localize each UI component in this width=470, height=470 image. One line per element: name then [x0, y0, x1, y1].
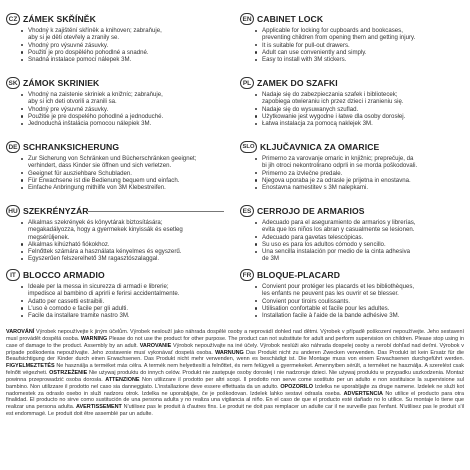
list-item: Geeignet für ausziehbare Schubladen. [20, 170, 224, 177]
language-badge: FR [240, 269, 254, 281]
list-item: Jednoduchá inštalácia pomocou nálepiek 3M. [20, 120, 224, 127]
section-title: CABINET LOCK [257, 14, 324, 24]
section-es [240, 204, 458, 268]
warning-text: No utilice el producto para otra finalidad. El producto no sirve como sustitución de una persona adulta y no realiza una vigilancia al niño. En el caso de que el producto esté dañado no lo utilice. Su montaje lo tiene que realizar una persona adulta. [6, 390, 464, 411]
warning-text: Ne használja a terméket más célra. A termék nem helyettesíti a felnőttet, és nem felügyeli a gyermekeket. Amennyiben sérült, a terméket ne használja. A szerelést csak felnőtt végezheti. [6, 363, 464, 377]
section-hu [6, 204, 224, 268]
feature-list [240, 283, 458, 319]
list-item: zapobiega otwieraniu ich przez dzieci i zranieniu się. [262, 98, 404, 106]
language-badge: EN [240, 13, 254, 25]
warning-text: N'utilisez pas le produit à d'autres fins. Le produit ne doit pas remplacer un adulte car il ne surveille pas l'enfant. N'utilisez pas le produit s'il est endommagé. Le produit doit être assemblé par un adulte. [6, 404, 464, 418]
section-de [6, 140, 224, 204]
list-item: evita que los niños los abran y casualmente se lesionen. [262, 226, 415, 234]
section-sk [6, 76, 224, 140]
section-it [6, 268, 224, 332]
language-badge: CZ [6, 13, 20, 25]
section-title: CERROJO DE ARMARIOS [257, 206, 365, 216]
list-item: preventing children from opening them and getting injury. [262, 34, 416, 42]
list-item: Easy to install with 3M stickers. [254, 56, 458, 63]
list-item: Ideale per la messa in sicurezza di armadi e librerie; [20, 283, 224, 290]
section-slo [240, 140, 458, 204]
section-header [240, 76, 458, 90]
list-item: Adecuado para gavetas telescópicas. [254, 234, 458, 241]
warning-label: ATTENZIONE [105, 376, 140, 383]
warning-label: OSTRZEŻENIE [49, 370, 88, 377]
warnings-paragraph [6, 329, 464, 418]
list-item: Installation facile à l'aide de la bande adhésive 3M. [254, 312, 458, 319]
feature-list [6, 219, 224, 263]
list-item: impedisce al bambino di aprirli e ferirsi accidentalmente. [28, 290, 180, 298]
language-badge: PL [240, 77, 254, 89]
section-header [240, 140, 458, 154]
section-title: BLOQUE-PLACARD [257, 270, 341, 280]
list-item: Alkalmas kihúzható fiókokhoz. [20, 241, 224, 248]
list-item: L'uso è comodo e facile per gli adulti. [20, 305, 224, 312]
feature-list [6, 283, 224, 319]
section-header [6, 204, 224, 218]
list-item: Vhodný pre výsuvné zásuvky. [20, 106, 224, 113]
warning-text: Izdelka ne uporabljajte za druge namene. Izdelek ne služi kot nadomestek za odraslo osebo in služi nadzoru otrok. Izdelka ne uporabljajte, če je poškodovan. Izdelek lahko sestavi odrasla oseba. [6, 383, 465, 397]
list-item: Egyszerűen felszerelhető 3M ragasztószalaggal. [20, 255, 224, 262]
warning-label: ADVERTENCIA [343, 390, 383, 397]
list-item: Convient pour tiroirs coulissants. [254, 298, 458, 305]
language-badge: DE [6, 141, 20, 153]
section-en [240, 12, 458, 76]
list-item: Primerno za varovanje omaric in knjižnic; preprečuje, da [254, 155, 458, 162]
left-column [6, 12, 224, 332]
warning-text: Nie używaj produktu do innych celów. Produkt nie zastępuje osoby dorosłej i nie nadzoruje dzieci. Nie używaj produktu w przypadku uszkodzenia. Montaż powinna przeprowadzić osoba dorosła. [6, 370, 464, 383]
list-item: Facile da installare tramite nastro 3M. [20, 312, 224, 319]
list-item: Vhodný pro výsuvné zásuvky. [20, 42, 224, 49]
warning-label: OPOZORILO [280, 383, 313, 390]
right-column [240, 12, 458, 332]
language-badge: SLO [240, 141, 257, 153]
language-badge: IT [6, 269, 20, 281]
language-badge: HU [6, 205, 20, 217]
list-item: megsérüljenek. [28, 233, 70, 241]
list-item: Použití je pro dospělého pohodlné a snadné. [20, 49, 224, 56]
list-item: verhindert, dass Kinder sie öffnen und sich verletzen. [28, 162, 172, 170]
section-title: ZÁMEK SKŘÍNĚK [23, 14, 96, 24]
list-item: Convient pour protéger les placards et les bibliothèques, [254, 283, 458, 290]
list-item: Adecuado para el aseguramiento de armarios y librerías, [254, 219, 458, 226]
feature-list [6, 155, 224, 191]
section-header [240, 268, 458, 282]
list-item: Zur Sicherung von Schränken und Bücherschränken geeignet; [20, 155, 224, 162]
warning-text: Výrobek nepoužívejte k jiným účelům. Výrobek neslouží jako náhrada dospělé osoby a neprovádí dohled nad dětmi. Výrobek v případě poškození nepoužívejte. Jeho sestavení musí provádět dospělá osoba. [6, 329, 464, 342]
section-header [6, 268, 224, 282]
list-item: Njegova uporaba je za odrasle je prijetna in enostavna. [254, 177, 458, 184]
warning-label: VAROVANIE [139, 342, 172, 349]
section-title: BLOCCO ARMADIO [23, 270, 105, 280]
list-item: Použitie je pre dospelého pohodlné a jednoduché. [20, 113, 224, 120]
list-item: Enostavna namestitev s 3M nalepkami. [254, 184, 458, 191]
list-item: les enfants ne peuvent pas les ouvrir et se blesser. [262, 290, 399, 298]
warning-label: FIGYELMEZTETÉS [6, 363, 55, 370]
feature-list [240, 155, 458, 191]
list-item: Adult can use conveniently and simply. [254, 49, 458, 56]
divider [88, 211, 224, 212]
feature-list [6, 91, 224, 127]
list-item: It is suitable for pull-out drawers. [254, 42, 458, 49]
list-item: Adatto per cassetti estraibili. [20, 298, 224, 305]
warning-text: Das Produkt nicht zu anderen Zwecken verwenden. Das Produkt ist kein Ersatz für die Beaufsichtigung der Kinder durch einen Erwachsenen. Das Produkt nicht mehr verwenden, wenn es beschädigt ist. Die Montage muss von einem Erwachsenen durchgeführt werden. [6, 349, 464, 363]
list-item: Primerno za izvlečne predale. [254, 170, 458, 177]
feature-list [6, 27, 224, 63]
warning-label: AVERTISSEMENT [76, 404, 122, 411]
section-header [6, 12, 224, 26]
list-item: Użytkowanie jest wygodne i łatwe dla osoby dorosłej. [254, 113, 458, 120]
section-header [6, 140, 224, 154]
list-item: Vhodný k zajištění skříněk a knihoven; zabraňuje, [20, 27, 224, 34]
section-title: ZÁMOK SKRINIEK [23, 78, 100, 88]
warning-label: WARNUNG [215, 349, 244, 356]
list-item: bi jih otroci nekontrolirano odprli in se morda poškodovali. [262, 162, 418, 170]
section-cz [6, 12, 224, 76]
list-item: megakadályozza, hogy a gyermekek kinyissák és esetleg [28, 226, 183, 234]
list-item: Alkalmas szekrények és könyvtárak biztosítására; [20, 219, 224, 226]
list-item: de 3M [262, 255, 279, 263]
list-item: Una sencilla instalación por medio de la cinta adhesiva [254, 248, 458, 255]
section-title: ZAMEK DO SZAFKI [257, 78, 338, 88]
list-item: Nadaje się do wysuwanych szuflad. [254, 106, 458, 113]
section-fr [240, 268, 458, 332]
language-badge: SK [6, 77, 20, 89]
list-item: Su uso es para los adultos cómodo y sencillo. [254, 241, 458, 248]
list-item: Einfache Anbringung mithilfe von 3M Klebestreifen. [20, 184, 224, 191]
list-item: Łatwa instalacja za pomocą naklejek 3M. [254, 120, 458, 127]
section-header [240, 12, 458, 26]
list-item: Vhodný na zaistenie skriniek a knižníc; zabraňuje, [20, 91, 224, 98]
list-item: Für Erwachsene ist die Bedienung bequem und einfach. [20, 177, 224, 184]
list-item: Felnőttek számára a használata kényelmes és egyszerű. [20, 248, 224, 255]
language-badge: ES [240, 205, 254, 217]
list-item: Snadná instalace pomocí nálepek 3M. [20, 56, 224, 63]
list-item: Nadaje się do zabezpieczania szafek i bibliotecek; [254, 91, 458, 98]
list-item: aby si je děti otevřely a zranily se. [28, 34, 120, 42]
section-pl [240, 76, 458, 140]
warning-text: Non utilizzare il prodotto per altri scopi. Il prodotto non serve come sostituto per un adulto e non sostituisce la supervisione sul bambino. Non utilizzare il prodotto nel caso sia danneggiato. L'installazione deve essere effettuata da un adulto. [6, 376, 465, 390]
section-title: SCHRANKSICHERUNG [23, 142, 120, 152]
warning-text: Výrobok nepoužívajte na iné účely. Výrobok neslúži ako náhrada dospelej osoby a nerobí dohľad nad deťmi. Výrobok v prípade poškodenia nepoužívajte. Jeho zostavenie musí vykonávať dospelá osoba. [6, 342, 464, 356]
list-item: aby si ich deti otvorili a zranili sa. [28, 98, 117, 106]
feature-list [240, 27, 458, 63]
warning-label: VAROVÁNÍ [6, 329, 35, 335]
feature-list [240, 219, 458, 263]
warning-text: Please do not use the product for other purpose. The product can not substitute for adult and perform supervision on children. Please stop using in case of damage to the product. Assembly by an adult. [6, 335, 464, 349]
feature-list [240, 91, 458, 127]
list-item: Utilisation confortable et facile pour les adultes. [254, 305, 458, 312]
warning-label: WARNING [80, 335, 108, 342]
section-title: SZEKRÉNYZÁR [23, 206, 89, 216]
section-header [240, 204, 458, 218]
list-item: Applicable for locking for cupboards and bookcases, [254, 27, 458, 34]
section-header [6, 76, 224, 90]
section-title: KLJUČAVNICA ZA OMARICE [260, 142, 380, 152]
